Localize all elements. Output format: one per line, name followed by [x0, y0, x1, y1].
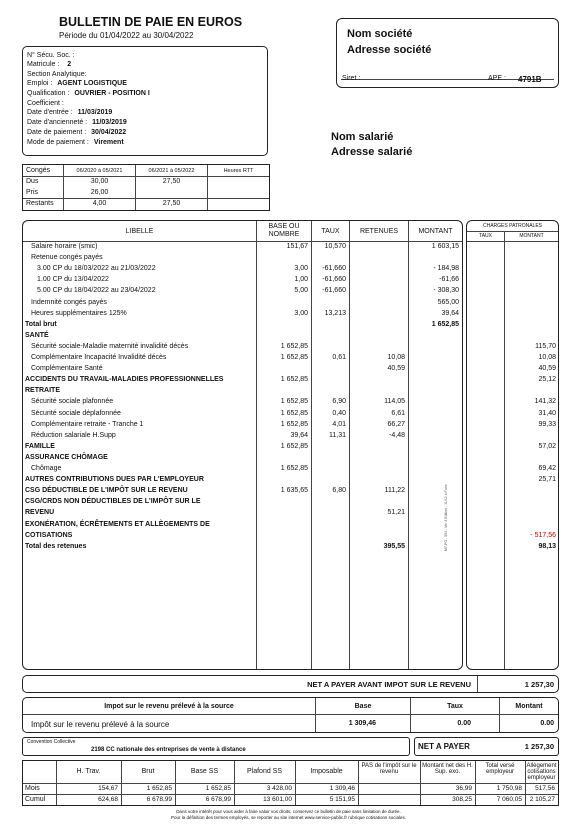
cumuls-cell: 13 601,00	[263, 796, 292, 803]
row-montant: 565,00	[437, 298, 459, 306]
row-label: 5.00 CP du 18/04/2022 au 23/04/2022	[37, 287, 156, 295]
row-cp-montant: 31,40	[538, 409, 556, 417]
row-retenues: 40,59	[387, 365, 405, 373]
qualification-row	[27, 90, 150, 97]
anciennete-value: 11/03/2019	[92, 119, 127, 126]
cumuls-row-label: Cumul	[25, 796, 46, 803]
row-label: Indemnité congés payés	[31, 298, 107, 306]
cumuls-header: H. Trav.	[76, 768, 101, 775]
convention-label: Convention Collective	[27, 739, 76, 745]
row-label: Sécurité sociale-Maladie maternité invalidité décès	[31, 342, 189, 350]
net-a-payer-label: NET A PAYER	[418, 742, 470, 751]
row-label: RETRAITE	[25, 387, 60, 395]
row-label: CSG/CRDS NON DÉDUCTIBLES DE L'IMPÔT SUR LE	[25, 498, 201, 506]
cumuls-cell: 1 652,85	[205, 785, 231, 792]
row-base: 1 652,85	[280, 354, 308, 361]
conges-row-label: Dus	[26, 178, 39, 185]
emploi-label: Emploi :	[27, 80, 53, 87]
document-title: BULLETIN DE PAIE EN EUROS	[59, 15, 243, 29]
row-base: 3,00	[294, 309, 308, 317]
row-base: 5,00	[294, 287, 308, 295]
emploi-value: AGENT LOGISTIQUE	[57, 80, 127, 87]
qualification-value: OUVRIER - POSITION I	[74, 90, 150, 97]
cumuls-cell: 1 652,85	[146, 785, 172, 792]
row-label: Heures supplémentaires 125%	[31, 309, 127, 317]
row-taux: -61,660	[322, 287, 346, 295]
cumuls-cell: 6 678,99	[146, 796, 172, 803]
employer-address: Adresse société	[347, 44, 432, 56]
row-base: 1 652,85	[280, 442, 308, 450]
mode-row	[27, 139, 124, 146]
footer-line-2: Pour la définition des termes employés, se reporter au site internet www.service-public.fr rubrique cotisations sociales.	[170, 815, 407, 820]
row-label: Complémentaire Santé	[31, 365, 103, 373]
net-a-payer-value: 1 257,30	[524, 742, 554, 751]
cp-rows	[467, 241, 558, 669]
row-cp-montant: 98,13	[538, 542, 556, 550]
row-taux: 13,213	[324, 309, 346, 317]
conges-cell: 26,00	[90, 189, 109, 196]
cumuls-cell: 1 309,46	[329, 785, 355, 792]
row-taux: 0,61	[332, 354, 346, 361]
row-cp-montant: 10,08	[538, 354, 556, 361]
row-base: 1 652,85	[280, 409, 308, 417]
conges-header-2: 06/2021 à 05/2022	[148, 168, 195, 174]
row-taux: 4,01	[332, 420, 346, 428]
paiement-row	[27, 129, 126, 136]
net-a-payer-box	[414, 737, 559, 756]
row-cp-montant: 57,02	[538, 442, 556, 450]
row-taux: 0,40	[332, 409, 346, 417]
row-label: SANTÉ	[25, 331, 49, 339]
conges-cell: 30,00	[90, 178, 109, 185]
anciennete-label: Date d'ancienneté :	[27, 119, 88, 126]
row-montant: 1 603,15	[431, 243, 459, 250]
row-label: 1.00 CP du 13/04/2022	[37, 276, 109, 284]
row-label: Sécurité sociale déplafonnée	[31, 409, 121, 417]
paiement-value: 30/04/2022	[91, 129, 127, 136]
row-taux: 10,570	[324, 243, 346, 250]
header-charges-patronales: CHARGES PATRONALES	[483, 223, 542, 229]
matricule-row	[27, 61, 71, 68]
cumuls-row-label: Mois	[25, 785, 40, 792]
row-cp-montant: 25,12	[538, 376, 556, 384]
cumuls-cell: 3 428,00	[266, 785, 292, 792]
row-cp-montant: 115,70	[535, 342, 556, 350]
impot-header-montant: Montant	[515, 703, 543, 710]
row-label: COTISATIONS	[25, 531, 73, 539]
net-avant-impot-value: 1 257,30	[524, 680, 554, 689]
impot-row-base: 1 309,46	[348, 720, 376, 727]
cumuls-header: Montant net des H. Sup. exo.	[422, 763, 473, 775]
row-base: 3,00	[294, 265, 308, 273]
header-libelle: LIBELLE	[125, 228, 154, 235]
siret-label: Siret :	[342, 75, 361, 82]
cumuls-cell: 517,56	[535, 785, 555, 792]
impot-row-taux: 0.00	[457, 720, 471, 727]
net-avant-impot-box	[22, 675, 559, 693]
row-label: Complémentaire Incapacité Invalidité décès	[31, 354, 167, 361]
conges-row-label: Pris	[26, 189, 39, 196]
row-label: ACCIDENTS DU TRAVAIL-MALADIES PROFESSIONNELLES	[25, 376, 224, 384]
salarie-name: Nom salarié	[331, 131, 394, 143]
employee-info-box	[22, 46, 268, 156]
row-retenues: -4,48	[389, 431, 405, 439]
row-taux: 11,31	[329, 431, 346, 439]
row-cp-montant: 40,59	[538, 365, 556, 373]
row-montant: -61,66	[439, 276, 459, 284]
header-cp-taux: TAUX	[479, 233, 492, 239]
section-label: Section Analytique:	[27, 71, 87, 78]
main-rows	[23, 241, 462, 669]
cumuls-cell: 308,25	[452, 796, 472, 803]
cumuls-header: Brut	[141, 768, 155, 775]
row-label: REVENU	[25, 509, 55, 517]
conges-header-0: Congés	[26, 167, 51, 174]
row-label: 3.00 CP du 18/03/2022 au 21/03/2022	[37, 265, 156, 273]
row-base: 1 652,85	[280, 398, 308, 406]
row-retenues: 111,22	[384, 487, 405, 495]
row-base: 1 652,85	[280, 420, 308, 428]
conges-cell: 27,50	[162, 178, 181, 185]
periode-from: 01/04/2022	[99, 31, 140, 40]
header-taux: TAUX	[321, 228, 340, 235]
header-retenues: RETENUES	[359, 228, 399, 235]
row-cp-montant: - 517,56	[530, 531, 556, 539]
secu-label: N° Sécu. Soc. :	[27, 52, 75, 59]
periode-label: Période du	[59, 31, 98, 40]
emploi-row	[27, 80, 127, 87]
row-montant: 1 652,85	[431, 320, 459, 328]
cumuls-cell: 624,68	[98, 796, 118, 803]
periode-to: 30/04/2022	[153, 31, 194, 40]
periode-au: au	[142, 31, 152, 40]
employer-name: Nom société	[347, 28, 413, 40]
side-note: MT-PG - 594 - Ver 4 Edition - 11/12 à Paris	[444, 484, 448, 551]
entree-row	[27, 109, 112, 116]
cumuls-header: Imposable	[310, 768, 343, 775]
impot-header-taux: Taux	[447, 703, 463, 710]
cumuls-header: PAS de l'impôt sur le revenu	[361, 763, 417, 775]
row-base: 1 652,85	[280, 465, 308, 472]
cumuls-cell: 2 105,27	[529, 796, 555, 803]
conges-row-label: Restants	[26, 200, 54, 207]
row-label: Total brut	[25, 320, 57, 328]
row-retenues: 395,55	[383, 542, 405, 550]
impot-row-montant: 0.00	[540, 720, 554, 727]
cumuls-table	[22, 760, 559, 806]
header-cp-montant: MONTANT	[519, 233, 544, 239]
header-base: BASE OU NOMBRE	[268, 223, 300, 238]
cumuls-header: Total versé employeur	[485, 763, 515, 775]
row-label: Réduction salariale H.Supp	[31, 431, 116, 439]
row-base: 1 652,85	[280, 342, 308, 350]
net-avant-impot-label: NET A PAYER AVANT IMPOT SUR LE REVENU	[307, 680, 471, 689]
cumuls-header: Allègement cotisations employeur	[526, 763, 557, 781]
row-label: CSG DÉDUCTIBLE DE L'IMPÔT SUR LE REVENU	[25, 487, 188, 495]
charges-patronales-box	[466, 220, 559, 670]
row-label: Retenue congés payés	[31, 254, 103, 262]
salarie-address: Adresse salarié	[331, 146, 413, 158]
row-retenues: 51,21	[387, 509, 405, 517]
row-retenues: 6,61	[391, 409, 405, 417]
ape-value: 4791B	[518, 75, 542, 84]
cumuls-cell: 7 060,05	[496, 796, 522, 803]
row-cp-montant: 25,71	[538, 476, 556, 484]
cumuls-cell: 5 151,95	[329, 796, 355, 803]
coefficient-label: Coefficient :	[27, 100, 64, 107]
impot-header-label: Impot sur le revenu prélevé à la source	[104, 703, 234, 710]
impot-header-base: Base	[354, 703, 372, 710]
row-cp-montant: 69,42	[538, 465, 556, 472]
paiement-label: Date de paiement :	[27, 129, 87, 136]
conges-cell: 4,00	[92, 200, 107, 207]
row-retenues: 114,05	[384, 398, 405, 406]
main-table	[22, 220, 463, 670]
row-cp-montant: 99,33	[538, 420, 556, 428]
row-montant: - 184,98	[433, 265, 459, 273]
row-base: 151,67	[286, 243, 308, 250]
row-montant: - 308,30	[433, 287, 459, 295]
ape-label: APE :	[488, 75, 506, 82]
row-taux: -61,660	[322, 265, 346, 273]
row-taux: -61,660	[322, 276, 346, 284]
cumuls-cell: 36,99	[455, 785, 472, 792]
row-taux: 6,80	[332, 487, 346, 495]
periode-line	[59, 31, 193, 40]
row-base: 1,00	[294, 276, 308, 284]
row-retenues: 10,08	[387, 354, 405, 361]
row-base: 1 635,65	[280, 487, 308, 495]
row-taux: 6,90	[332, 398, 346, 406]
matricule-label: Matricule :	[27, 61, 60, 68]
row-base: 39,64	[290, 431, 308, 439]
row-retenues: 66,27	[387, 420, 405, 428]
row-label: Sécurité sociale plafonnée	[31, 398, 114, 406]
row-label: Chômage	[31, 465, 62, 472]
cumuls-cell: 154,67	[98, 785, 118, 792]
row-label: FAMILLE	[25, 442, 55, 450]
row-montant: 39,64	[441, 309, 459, 317]
footer-line-1: Dans votre intérêt pour vous aider à faire valoir vos droits, conservez ce bulletin de paie sans limitation de durée.	[176, 809, 401, 814]
entree-value: 11/03/2019	[77, 109, 113, 116]
header-montant: MONTANT	[418, 228, 453, 235]
cumuls-header: Base SS	[190, 768, 219, 775]
convention-value: 2198 CC nationale des entreprises de vente à distance	[91, 747, 246, 753]
mode-value: Virement	[93, 139, 124, 146]
conges-header-3: Heures RTT	[223, 168, 254, 174]
conges-table	[22, 164, 270, 211]
conges-cell: 27,50	[162, 200, 181, 207]
mode-label: Mode de paiement :	[27, 139, 89, 146]
cumuls-cell: 6 678,99	[205, 796, 231, 803]
row-cp-montant: 141,32	[534, 398, 556, 406]
matricule-value: 2	[67, 61, 72, 68]
conges-header-1: 06/2020 à 05/2021	[76, 168, 123, 174]
anciennete-row	[27, 119, 127, 126]
row-label: AUTRES CONTRIBUTIONS DUES PAR L'EMPLOYEUR	[25, 476, 204, 484]
qualification-label: Qualification :	[27, 90, 70, 97]
cumuls-cell: 1 750,98	[496, 785, 522, 792]
convention-box	[22, 737, 410, 756]
row-label: Complémentaire retraite - Tranche 1	[31, 420, 144, 428]
row-label: Total des retenues	[25, 542, 87, 550]
impot-row-label: Impôt sur le revenu prélevé à la source	[31, 720, 170, 729]
impot-box	[22, 697, 559, 733]
row-label: EXONÉRATION, ÉCRÊTEMENTS ET ALLÈGEMENTS DE	[25, 520, 210, 528]
cumuls-header: Plafond SS	[246, 768, 283, 775]
row-label: Salaire horaire (smic)	[31, 243, 98, 250]
row-base: 1 652,85	[280, 376, 308, 384]
entree-label: Date d'entrée :	[27, 109, 73, 116]
employer-box	[336, 18, 559, 88]
row-label: ASSURANCE CHÔMAGE	[25, 453, 108, 461]
